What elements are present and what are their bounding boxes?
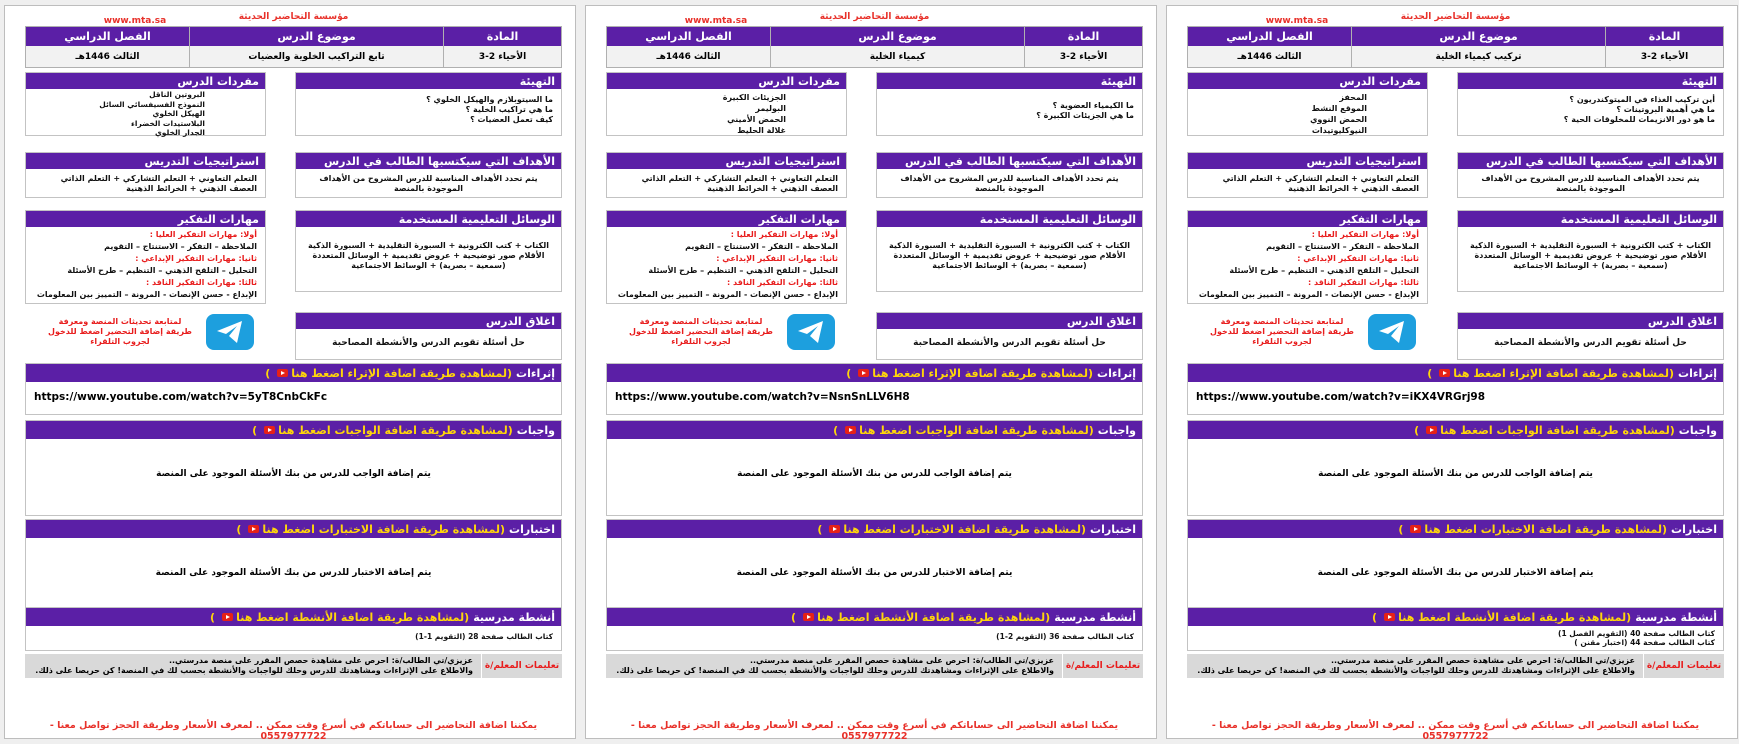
notes-line: عزيزي/تي الطالب/ة: احرص على مشاهدة حصص المقرر على منصة مدرستي.. — [1330, 656, 1635, 665]
activities-title: أنشطة مدرسية — [473, 610, 555, 624]
skills-heading: ثالثا: مهارات التفكير الناقد : — [727, 278, 838, 287]
website[interactable]: www.mta.sa — [103, 16, 167, 26]
term-value: الثالث 1446هـ — [1188, 46, 1351, 67]
list-item: أين تركيب الغذاء في الميتوكندريون ؟ — [1569, 95, 1715, 104]
activity-item: كتاب الطالب صفحة 40 (التقويم الفصل 1) — [1558, 629, 1715, 638]
strategies-title: استراتيجيات التدريس — [1188, 153, 1427, 169]
homework-title: واجبات — [516, 423, 555, 437]
tests-text: يتم إضافة الاختبار للدرس من بنك الأسئلة الموجود على المنصة — [155, 568, 432, 578]
skills-line: الملاحظة – التفكر – الاستنتاج – التقويم — [685, 242, 838, 251]
footer-contact[interactable]: يمكننا اضافة التحاضير الى حساباتكم في أسرع وقت ممكن .. لمعرف الأسعار وطريقة الحجز تواصل معنا - 0557977722 — [49, 720, 538, 742]
hdr-subject: المادة — [1606, 27, 1723, 46]
notes-line: والاطلاع على الإثراءات ومشاهدتك للدرس وحلك للواجبات والأنشطة بحسب لك في المنصة! كن حريصا على ذلك. — [35, 666, 473, 675]
notes-label: تعليمات المعلم/ة — [481, 654, 562, 678]
enrich-url[interactable]: https://www.youtube.com/watch?v=NsnSnLLV6H8 — [615, 391, 910, 403]
tools-title: الوسائل التعليمية المستخدمة — [1458, 211, 1723, 227]
mufradat-title: مفردات الدرس — [1188, 73, 1427, 89]
list-item: ما الكيمياء العضوية ؟ — [1052, 101, 1134, 110]
activities-box: أنشطة مدرسية (لمشاهدة طريقة اضافة الأنشطة اضغط هنا ) كتاب الطالب صفحة 36 (التقويم 2-1) — [606, 607, 1143, 651]
activities-box: أنشطة مدرسية (لمشاهدة طريقة اضافة الأنشطة اضغط هنا ) كتاب الطالب صفحة 28 (التقويم 1-1) — [25, 607, 562, 651]
website[interactable]: www.mta.sa — [684, 16, 748, 26]
tools-text: الكتاب + كتب الكترونية + السبورة التقليدية + السبورة الذكية الأقلام صور توضيحية + عروض تقديمية + الوسائل المتعددة (سمعية – بصرية) + الوسائط الاجتماعية — [308, 241, 549, 270]
homework-text: يتم إضافة الواجب للدرس من بنك الأسئلة الموجود على المنصة — [156, 469, 431, 479]
enrich-box: إثراءات (لمشاهدة طريقة اضافة الإثراء اضغط هنا ) https://www.youtube.com/watch?v=NsnSnLLV6H8 — [606, 363, 1143, 415]
strategies-title: استراتيجيات التدريس — [26, 153, 265, 169]
mufradat-box — [1187, 72, 1428, 136]
skills-line: الإبداع - حسن الإنصات - المرونة – التمييز بين المعلومات — [36, 290, 257, 299]
tests-title: اختبارات — [1090, 522, 1136, 536]
mufradat-box — [606, 72, 847, 136]
activity-item: كتاب الطالب صفحة 28 (التقويم 1-1) — [415, 632, 553, 641]
telegram-icon[interactable] — [206, 314, 254, 350]
youtube-icon[interactable] — [277, 369, 288, 377]
tamheed-title: التهيئة — [877, 73, 1142, 89]
header-table — [25, 26, 562, 68]
homework-text: يتم إضافة الواجب للدرس من بنك الأسئلة الموجود على المنصة — [737, 469, 1012, 479]
topic-value: كيمياء الخلية — [771, 46, 1024, 67]
notes-line: عزيزي/تي الطالب/ة: احرص على مشاهدة حصص المقرر على منصة مدرستي.. — [749, 656, 1054, 665]
strategies-box — [1187, 152, 1428, 198]
list-item: ما هي أهمية البروتينات ؟ — [1616, 105, 1715, 114]
close-text: حل أسئلة تقويم الدرس والأنشطة المصاحبة — [332, 338, 525, 348]
teacher-notes — [1187, 654, 1724, 678]
activities-link[interactable]: (لمشاهدة طريقة اضافة الأنشطة اضغط هنا — [1398, 610, 1632, 624]
enrich-url[interactable]: https://www.youtube.com/watch?v=5yT8CnbCkFc — [34, 391, 328, 403]
list-item: البوليمر — [755, 104, 786, 113]
hdr-topic: موضوع الدرس — [190, 27, 443, 46]
skills-heading: ثانيا: مهارات التفكير الإبداعي : — [135, 254, 257, 263]
tests-box: اختبارات (لمشاهدة طريقة اضافة الاختبارات اضغط هنا ) يتم إضافة الاختبار للدرس من بنك الأسئلة الموجود على المنصة — [25, 519, 562, 615]
tests-link[interactable]: (لمشاهدة طريقة اضافة الاختبارات اضغط هنا — [1424, 522, 1668, 536]
telegram-icon[interactable] — [787, 314, 835, 350]
notes-line: والاطلاع على الإثراءات ومشاهدتك للدرس وحلك للواجبات والأنشطة بحسب لك في المنصة! كن حريصا على ذلك. — [616, 666, 1054, 675]
notes-label: تعليمات المعلم/ة — [1062, 654, 1143, 678]
tamheed-box — [1457, 72, 1724, 136]
skills-line: التحليل – التلقح الذهني – التنظيم – طرح الأسئلة — [67, 266, 257, 275]
tools-box — [295, 210, 562, 292]
goals-box — [1457, 152, 1724, 198]
tests-box: اختبارات (لمشاهدة طريقة اضافة الاختبارات اضغط هنا ) يتم إضافة الاختبار للدرس من بنك الأسئلة الموجود على المنصة — [606, 519, 1143, 615]
skills-title: مهارات التفكير — [1188, 211, 1427, 227]
teacher-notes — [606, 654, 1143, 678]
homework-link[interactable]: (لمشاهدة طريقة اضافة الواجبات اضغط هنا — [1440, 423, 1675, 437]
skills-line: الملاحظة – التفكر – الاستنتاج – التقويم — [1266, 242, 1419, 251]
strategies-text: التعلم التعاوني + التعلم التشاركي + التعلم الذاتي العصف الذهني + الخرائط الذهنية — [641, 174, 838, 193]
hdr-subject: المادة — [444, 27, 561, 46]
goals-text: يتم تحدد الأهداف المناسبة للدرس المشروح من الأهداف الموجودة بالمنصة — [1481, 174, 1700, 193]
tests-text: يتم إضافة الاختبار للدرس من بنك الأسئلة الموجود على المنصة — [1317, 568, 1594, 578]
strategies-box — [25, 152, 266, 198]
strategies-text: التعلم التعاوني + التعلم التشاركي + التعلم الذاتي العصف الذهني + الخرائط الذهنية — [60, 174, 257, 193]
list-item: الحمض النووي — [1310, 115, 1367, 124]
youtube-icon[interactable] — [829, 525, 840, 533]
list-item: ما السيتوبلازم والهيكل الخلوي ؟ — [426, 95, 553, 104]
notes-line: عزيزي/تي الطالب/ة: احرص على مشاهدة حصص المقرر على منصة مدرستي.. — [168, 656, 473, 665]
mufradat-title: مفردات الدرس — [26, 73, 265, 89]
youtube-icon[interactable] — [1426, 426, 1437, 434]
close-box — [876, 312, 1143, 360]
activities-box: أنشطة مدرسية (لمشاهدة طريقة اضافة الأنشطة اضغط هنا ) كتاب الطالب صفحة 40 (التقويم الفصل 1) كتاب الطالب صفحة 44 (اختبار مقنن ) — [1187, 607, 1724, 651]
close-box — [1457, 312, 1724, 360]
list-item: الجزيئات الكبيرة — [722, 93, 786, 102]
list-item: الهيكل الخلوي — [152, 109, 205, 118]
header-table — [1187, 26, 1724, 68]
tests-link[interactable]: (لمشاهدة طريقة اضافة الاختبارات اضغط هنا — [843, 522, 1087, 536]
list-item: ما هي الجزيئات الكبيرة ؟ — [1036, 111, 1134, 120]
tools-text: الكتاب + كتب الكترونية + السبورة التقليدية + السبورة الذكية الأقلام صور توضيحية + عروض تقديمية + الوسائل المتعددة (سمعية – بصرية) + الوسائط الاجتماعية — [889, 241, 1130, 270]
skills-title: مهارات التفكير — [607, 211, 846, 227]
hdr-term: الفصل الدراسي — [1188, 27, 1351, 46]
goals-text: يتم تحدد الأهداف المناسبة للدرس المشروح من الأهداف الموجودة بالمنصة — [900, 174, 1119, 193]
skills-heading: أولا: مهارات التفكير العليا : — [149, 230, 257, 239]
goals-title: الأهداف التي سيكتسبها الطالب في الدرس — [877, 153, 1142, 169]
list-item: المحفز — [1339, 93, 1367, 102]
skills-line: الإبداع - حسن الإنصات - المرونة – التمييز بين المعلومات — [617, 290, 838, 299]
tests-title: اختبارات — [509, 522, 555, 536]
hdr-topic: موضوع الدرس — [1352, 27, 1605, 46]
hdr-term: الفصل الدراسي — [26, 27, 189, 46]
tools-box — [876, 210, 1143, 292]
notes-label: تعليمات المعلم/ة — [1643, 654, 1724, 678]
homework-text: يتم إضافة الواجب للدرس من بنك الأسئلة الموجود على المنصة — [1318, 469, 1593, 479]
skills-line: الملاحظة – التفكر – الاستنتاج – التقويم — [104, 242, 257, 251]
skills-heading: أولا: مهارات التفكير العليا : — [1311, 230, 1419, 239]
youtube-icon[interactable] — [858, 369, 869, 377]
skills-heading: ثالثا: مهارات التفكير الناقد : — [1308, 278, 1419, 287]
youtube-icon[interactable] — [1410, 525, 1421, 533]
skills-line: التحليل – التلقح الذهني – التنظيم – طرح الأسئلة — [648, 266, 838, 275]
enrich-box: إثراءات (لمشاهدة طريقة اضافة الإثراء اضغط هنا ) https://www.youtube.com/watch?v=iKX4VRGrj98 — [1187, 363, 1724, 415]
tests-link[interactable]: (لمشاهدة طريقة اضافة الاختبارات اضغط هنا — [262, 522, 506, 536]
subject-value: الأحياء 2-3 — [1606, 46, 1723, 67]
subject-value: الأحياء 2-3 — [1025, 46, 1142, 67]
youtube-icon[interactable] — [1384, 613, 1395, 621]
tools-title: الوسائل التعليمية المستخدمة — [296, 211, 561, 227]
footer-contact[interactable]: يمكننا اضافة التحاضير الى حساباتكم في أسرع وقت ممكن .. لمعرف الأسعار وطريقة الحجز تواصل معنا - 0557977722 — [1211, 720, 1700, 742]
list-item: ما هي تراكيب الخلية ؟ — [465, 105, 553, 114]
org-name: مؤسسة التحاضير الحديثة — [238, 12, 349, 22]
term-value: الثالث 1446هـ — [26, 46, 189, 67]
tests-box: اختبارات (لمشاهدة طريقة اضافة الاختبارات اضغط هنا ) يتم إضافة الاختبار للدرس من بنك الأسئلة الموجود على المنصة — [1187, 519, 1724, 615]
subject-value: الأحياء 2-3 — [444, 46, 561, 67]
plan-page-1 — [1166, 5, 1738, 742]
teacher-notes — [25, 654, 562, 678]
skills-heading: ثالثا: مهارات التفكير الناقد : — [146, 278, 257, 287]
tools-text: الكتاب + كتب الكترونية + السبورة التقليدية + السبورة الذكية الأقلام صور توضيحية + عروض تقديمية + الوسائل المتعددة (سمعية – بصرية) + الوسائط الاجتماعية — [1470, 241, 1711, 270]
strategies-text: التعلم التعاوني + التعلم التشاركي + التعلم الذاتي العصف الذهني + الخرائط الذهنية — [1222, 174, 1419, 193]
plan-page-2 — [585, 5, 1157, 742]
telegram-text[interactable]: لمتابعة تحديثات المنصة ومعرفة طريقة إضافة التحضير اضغط للدخول لجروب التلقراء — [1210, 317, 1354, 346]
goals-box — [295, 152, 562, 198]
mufradat-box — [25, 72, 266, 136]
list-item: الحمض الأميني — [727, 115, 786, 124]
mufradat-title: مفردات الدرس — [607, 73, 846, 89]
header-table — [606, 26, 1143, 68]
close-title: اغلاق الدرس — [296, 313, 561, 329]
list-item: غلالة الحليط — [737, 126, 786, 135]
close-title: اغلاق الدرس — [1458, 313, 1723, 329]
close-text: حل أسئلة تقويم الدرس والأنشطة المصاحبة — [1494, 338, 1687, 348]
skills-box — [1187, 210, 1428, 304]
youtube-icon[interactable] — [264, 426, 275, 434]
telegram-text[interactable]: لمتابعة تحديثات المنصة ومعرفة طريقة إضافة التحضير اضغط للدخول لجروب التلقراء — [48, 317, 192, 346]
activity-item: كتاب الطالب صفحة 44 (اختبار مقنن ) — [1574, 638, 1715, 647]
close-text: حل أسئلة تقويم الدرس والأنشطة المصاحبة — [913, 338, 1106, 348]
org-name: مؤسسة التحاضير الحديثة — [819, 12, 930, 22]
tamheed-title: التهيئة — [296, 73, 561, 89]
enrich-url[interactable]: https://www.youtube.com/watch?v=iKX4VRGrj98 — [1196, 391, 1486, 403]
notes-line: والاطلاع على الإثراءات ومشاهدتك للدرس وحلك للواجبات والأنشطة بحسب لك في المنصة! كن حريصا على ذلك. — [1197, 666, 1635, 675]
tools-box — [1457, 210, 1724, 292]
tamheed-box — [295, 72, 562, 136]
youtube-icon[interactable] — [248, 525, 259, 533]
goals-box — [876, 152, 1143, 198]
enrich-title: إثراءات — [1097, 366, 1136, 380]
enrich-title: إثراءات — [516, 366, 555, 380]
list-item: النيوكليوتيدات — [1311, 126, 1367, 135]
tamheed-box — [876, 72, 1143, 136]
youtube-icon[interactable] — [803, 613, 814, 621]
list-item: الجدار الخلوي — [154, 128, 205, 137]
topic-value: تركيب كيمياء الخلية — [1352, 46, 1605, 67]
skills-box — [25, 210, 266, 304]
goals-title: الأهداف التي سيكتسبها الطالب في الدرس — [296, 153, 561, 169]
enrich-link[interactable]: (لمشاهدة طريقة اضافة الإثراء اضغط هنا — [872, 366, 1094, 380]
activities-link[interactable]: (لمشاهدة طريقة اضافة الأنشطة اضغط هنا — [817, 610, 1051, 624]
footer-contact[interactable]: يمكننا اضافة التحاضير الى حساباتكم في أسرع وقت ممكن .. لمعرف الأسعار وطريقة الحجز تواصل معنا - 0557977722 — [630, 720, 1119, 742]
hdr-topic: موضوع الدرس — [771, 27, 1024, 46]
enrich-link[interactable]: (لمشاهدة طريقة اضافة الإثراء اضغط هنا — [291, 366, 513, 380]
homework-box: واجبات (لمشاهدة طريقة اضافة الواجبات اضغط هنا ) يتم إضافة الواجب للدرس من بنك الأسئلة الموجود على المنصة — [1187, 420, 1724, 516]
tests-text: يتم إضافة الاختبار للدرس من بنك الأسئلة الموجود على المنصة — [736, 568, 1013, 578]
list-item: ما هو دور الانزيمات للمخلوقات الحية ؟ — [1563, 115, 1715, 124]
hdr-subject: المادة — [1025, 27, 1142, 46]
close-title: اغلاق الدرس — [877, 313, 1142, 329]
list-item: البلاستيدات الخضراء — [131, 118, 205, 128]
telegram-icon[interactable] — [1368, 314, 1416, 350]
skills-title: مهارات التفكير — [26, 211, 265, 227]
list-item: كيف تعمل العضيات ؟ — [470, 115, 553, 124]
goals-text: يتم تحدد الأهداف المناسبة للدرس المشروح من الأهداف الموجودة بالمنصة — [319, 174, 538, 193]
enrich-title: إثراءات — [1678, 366, 1717, 380]
skills-box — [606, 210, 847, 304]
youtube-icon[interactable] — [222, 613, 233, 621]
tamheed-title: التهيئة — [1458, 73, 1723, 89]
list-item: البروتين الناقل — [149, 90, 205, 99]
strategies-box — [606, 152, 847, 198]
youtube-icon[interactable] — [1439, 369, 1450, 377]
org-name: مؤسسة التحاضير الحديثة — [1400, 12, 1511, 22]
website[interactable]: www.mta.sa — [1265, 16, 1329, 26]
strategies-title: استراتيجيات التدريس — [607, 153, 846, 169]
skills-heading: ثانيا: مهارات التفكير الإبداعي : — [1297, 254, 1419, 263]
tests-title: اختبارات — [1671, 522, 1717, 536]
homework-box: واجبات (لمشاهدة طريقة اضافة الواجبات اضغط هنا ) يتم إضافة الواجب للدرس من بنك الأسئلة الموجود على المنصة — [606, 420, 1143, 516]
enrich-link[interactable]: (لمشاهدة طريقة اضافة الإثراء اضغط هنا — [1453, 366, 1675, 380]
homework-link[interactable]: (لمشاهدة طريقة اضافة الواجبات اضغط هنا — [859, 423, 1094, 437]
skills-line: التحليل – التلقح الذهني – التنظيم – طرح الأسئلة — [1229, 266, 1419, 275]
term-value: الثالث 1446هـ — [607, 46, 770, 67]
topic-value: تابع التراكيب الخلوية والعضيات — [190, 46, 443, 67]
plan-page-3 — [4, 5, 576, 742]
skills-heading: ثانيا: مهارات التفكير الإبداعي : — [716, 254, 838, 263]
homework-box: واجبات (لمشاهدة طريقة اضافة الواجبات اضغط هنا ) يتم إضافة الواجب للدرس من بنك الأسئلة الموجود على المنصة — [25, 420, 562, 516]
activity-item: كتاب الطالب صفحة 36 (التقويم 2-1) — [996, 632, 1134, 641]
homework-title: واجبات — [1097, 423, 1136, 437]
list-item: النموذج الفسيفسائي السائل — [99, 99, 205, 109]
list-item: الموقع النشط — [1311, 104, 1367, 113]
tools-title: الوسائل التعليمية المستخدمة — [877, 211, 1142, 227]
telegram-text[interactable]: لمتابعة تحديثات المنصة ومعرفة طريقة إضافة التحضير اضغط للدخول لجروب التلقراء — [629, 317, 773, 346]
homework-title: واجبات — [1678, 423, 1717, 437]
skills-heading: أولا: مهارات التفكير العليا : — [730, 230, 838, 239]
homework-link[interactable]: (لمشاهدة طريقة اضافة الواجبات اضغط هنا — [278, 423, 513, 437]
activities-link[interactable]: (لمشاهدة طريقة اضافة الأنشطة اضغط هنا — [236, 610, 470, 624]
close-box — [295, 312, 562, 360]
goals-title: الأهداف التي سيكتسبها الطالب في الدرس — [1458, 153, 1723, 169]
enrich-box: إثراءات (لمشاهدة طريقة اضافة الإثراء اضغط هنا ) https://www.youtube.com/watch?v=5yT8CnbCkFc — [25, 363, 562, 415]
activities-title: أنشطة مدرسية — [1054, 610, 1136, 624]
youtube-icon[interactable] — [845, 426, 856, 434]
skills-line: الإبداع - حسن الإنصات - المرونة – التمييز بين المعلومات — [1198, 290, 1419, 299]
activities-title: أنشطة مدرسية — [1635, 610, 1717, 624]
hdr-term: الفصل الدراسي — [607, 27, 770, 46]
